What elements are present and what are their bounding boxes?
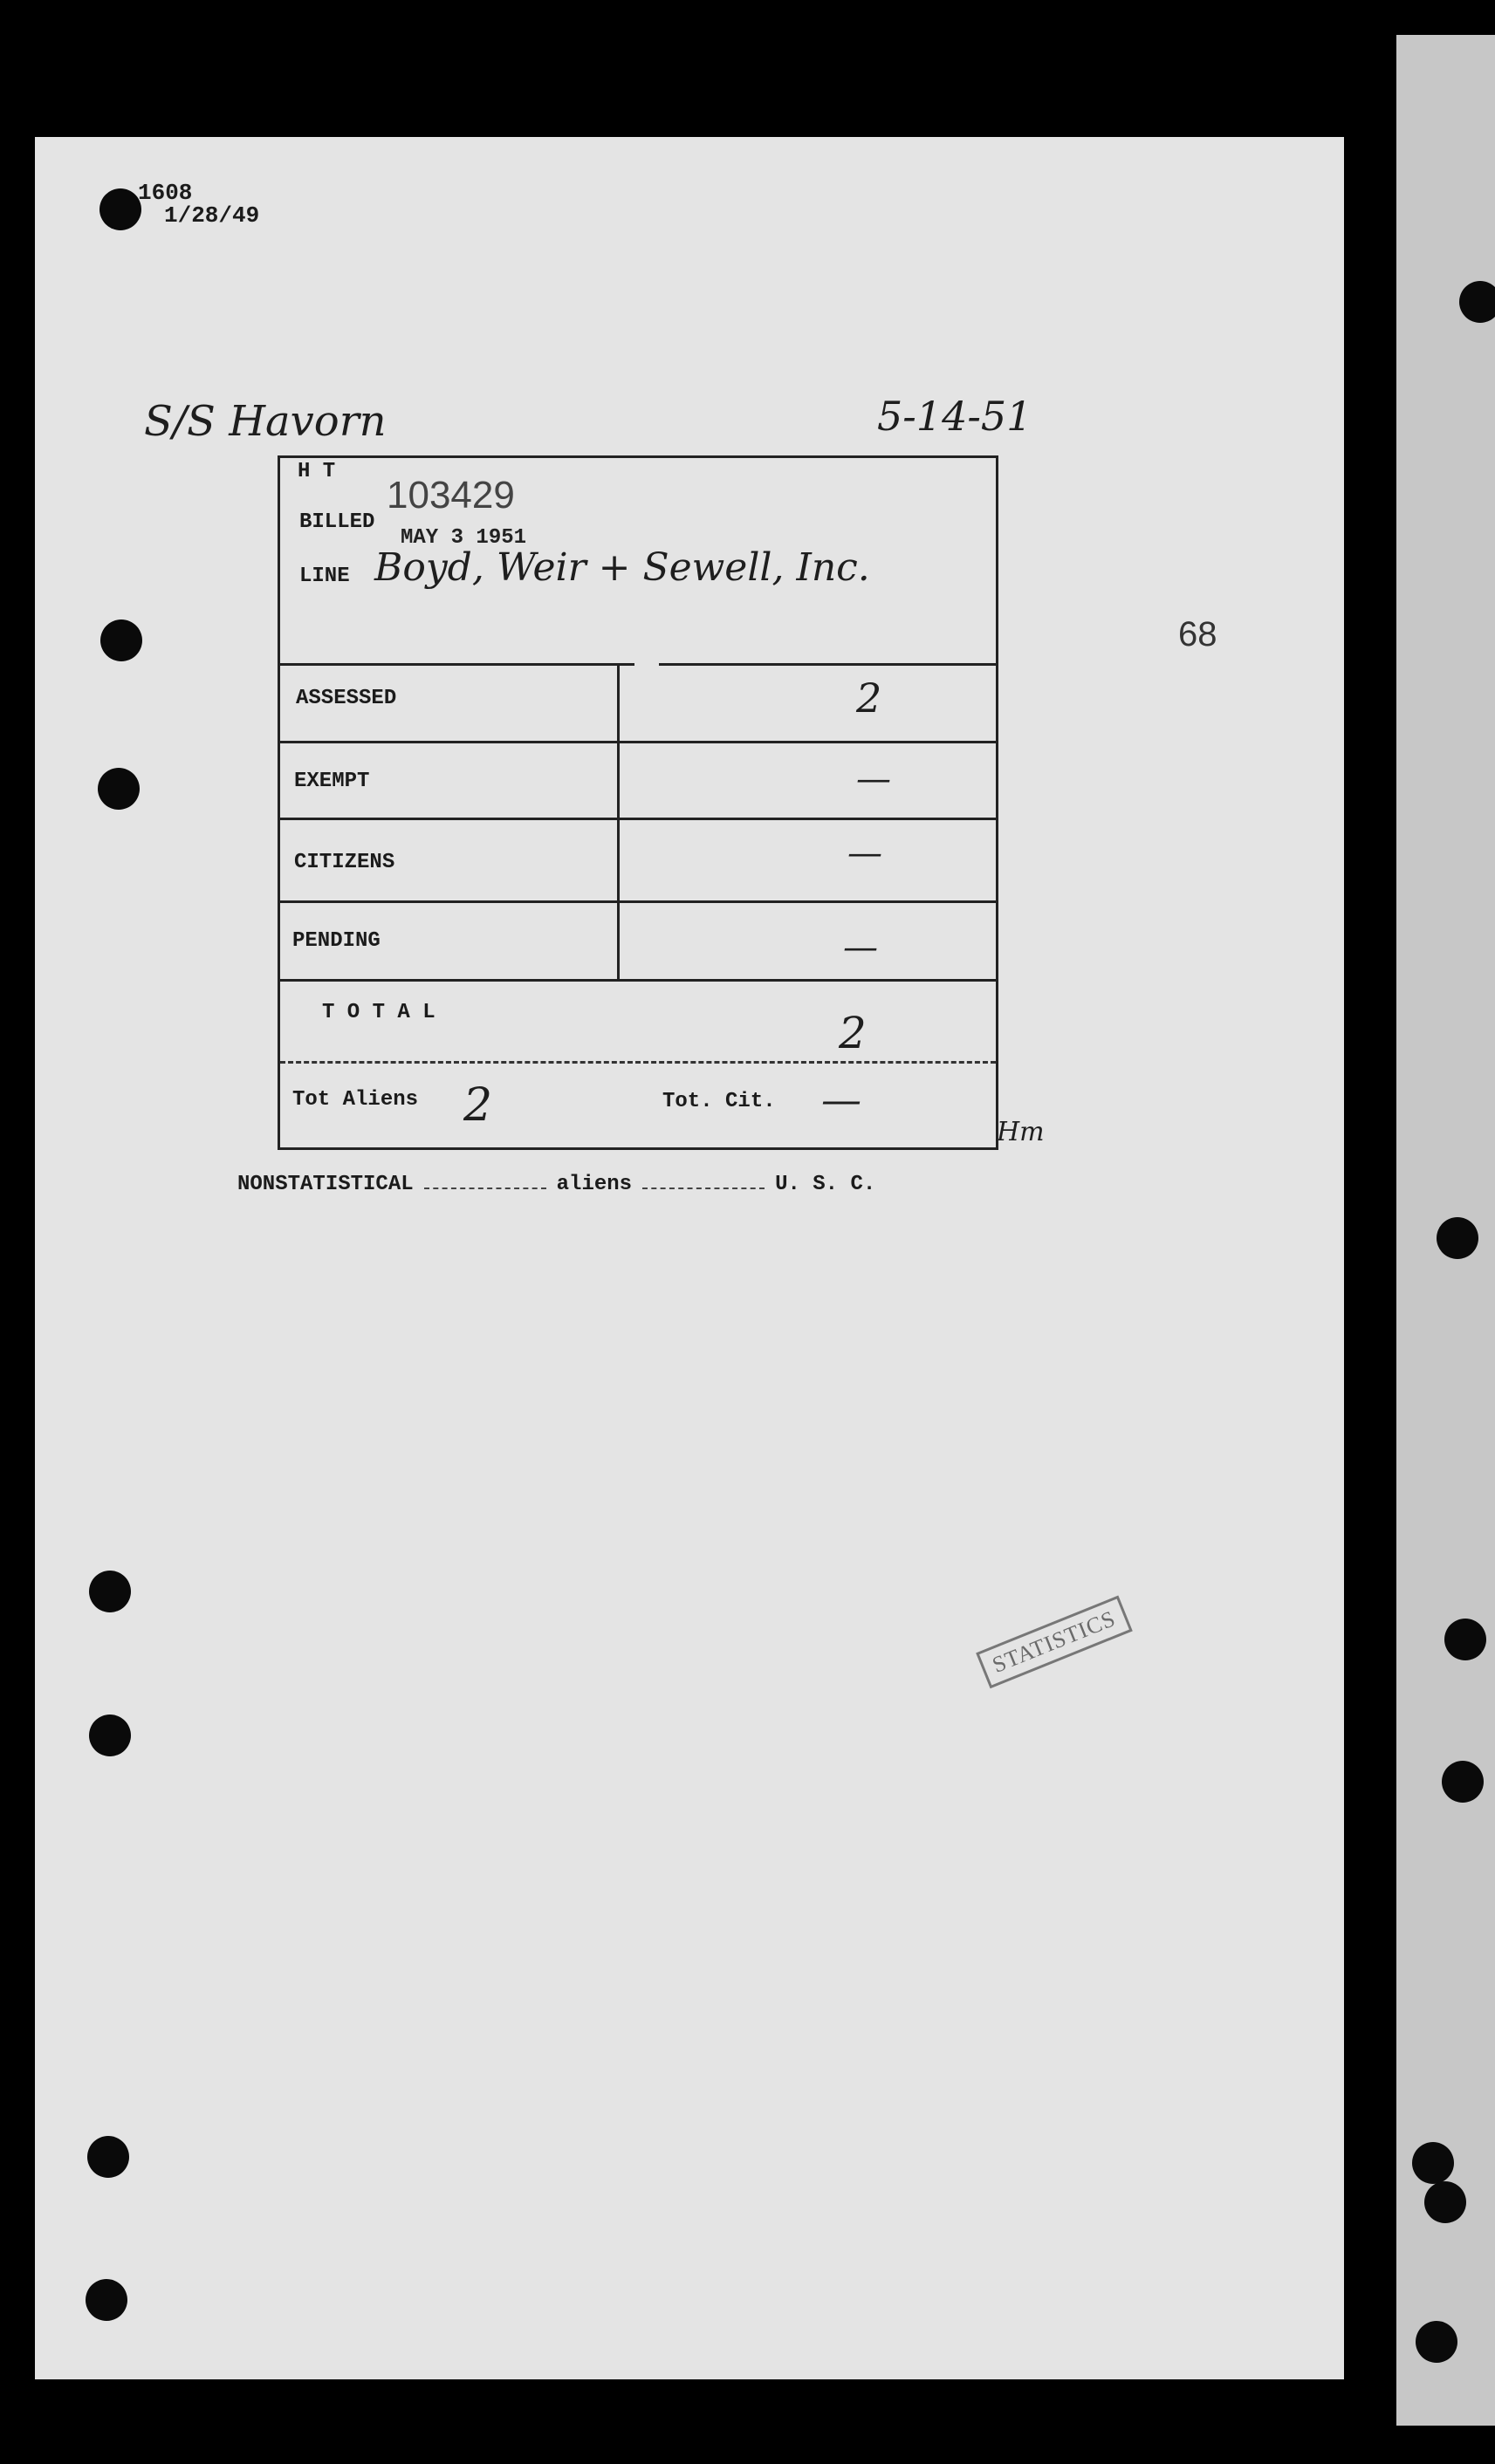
row-label-citizens: CITIZENS <box>294 851 395 874</box>
nonstatistical-label: NONSTATISTICAL <box>237 1173 414 1196</box>
form-number: 1608 1/28/49 <box>138 180 260 229</box>
usc-label: U. S. C. <box>775 1173 876 1196</box>
punch-hole <box>1459 281 1495 323</box>
ht-label: H T <box>298 460 336 483</box>
row-label-exempt: EXEMPT <box>294 770 370 793</box>
statistics-stamp: STATISTICS <box>976 1596 1132 1689</box>
punch-hole <box>98 768 140 810</box>
punch-hole <box>89 1715 131 1756</box>
blank-field <box>424 1188 546 1189</box>
handwritten-date: 5-14-51 <box>877 393 1032 440</box>
row-value-assessed: 2 <box>856 674 882 722</box>
punch-hole <box>99 188 141 230</box>
divider <box>659 663 998 666</box>
statistics-form-box <box>278 455 998 1150</box>
punch-hole <box>1424 2181 1466 2223</box>
punch-hole <box>1437 1217 1478 1259</box>
vessel-name: S/S Havorn <box>144 397 387 446</box>
tot-aliens-label: Tot Aliens <box>292 1088 419 1112</box>
punch-hole <box>86 2279 127 2321</box>
punch-hole <box>100 619 142 661</box>
aliens-label: aliens <box>556 1173 633 1196</box>
initials: Hm <box>997 1117 1045 1147</box>
divider <box>280 741 996 743</box>
punch-hole <box>1412 2142 1454 2184</box>
row-label-pending: PENDING <box>292 929 381 953</box>
punch-hole <box>89 1571 131 1612</box>
total-value: 2 <box>839 1008 867 1058</box>
row-value-citizens: — <box>847 833 882 873</box>
line-value: Boyd, Weir + Sewell, Inc. <box>374 545 870 590</box>
column-divider <box>617 663 620 979</box>
row-value-pending: — <box>843 927 878 968</box>
punch-hole <box>1442 1761 1484 1803</box>
dashed-divider <box>280 1061 996 1064</box>
divider <box>280 979 996 982</box>
serial-number: 103429 <box>387 474 515 517</box>
row-label-assessed: ASSESSED <box>296 687 397 710</box>
billed-label: BILLED <box>299 510 375 534</box>
total-label: T O T A L <box>322 1001 435 1024</box>
row-value-exempt: — <box>856 759 891 799</box>
blank-field <box>642 1188 765 1189</box>
tot-cit-label: Tot. Cit. <box>662 1090 776 1113</box>
line-label: LINE <box>299 565 350 588</box>
page-number: 68 <box>1178 615 1217 654</box>
billed-date-stamp: MAY 3 1951 <box>401 526 527 550</box>
punch-hole <box>1416 2321 1457 2363</box>
divider <box>280 663 634 666</box>
punch-hole <box>1444 1619 1486 1660</box>
tot-aliens-value: 2 <box>463 1079 493 1132</box>
divider <box>280 818 996 820</box>
tot-cit-value: — <box>821 1076 861 1123</box>
nonstatistical-line <box>237 1173 875 1196</box>
punch-hole <box>87 2136 129 2178</box>
divider <box>280 900 996 903</box>
